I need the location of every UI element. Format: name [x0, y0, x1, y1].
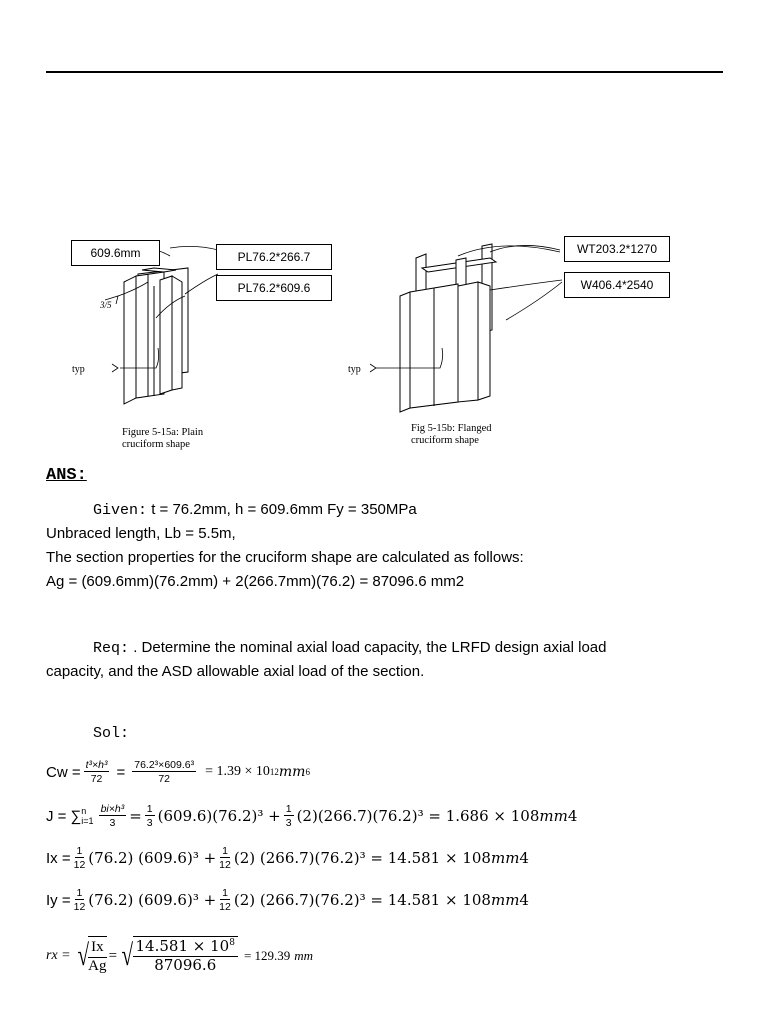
plate-label-2: PL76.2*609.6 — [216, 275, 332, 301]
given-label: Given: — [93, 502, 148, 519]
dimension-label: 609.6mm — [71, 240, 160, 266]
caption-a: Figure 5-15a: Plain cruciform shape — [122, 427, 204, 450]
req-text: . Determine the nominal axial load capacity, the LRFD design axial load — [133, 639, 607, 656]
plate-label-1: PL76.2*266.7 — [216, 244, 332, 270]
given-line — [46, 498, 417, 523]
caption-b: Fig 5-15b: Flanged cruciform shape — [411, 423, 492, 446]
typ-label-b: typ — [348, 364, 361, 375]
front-left-flange — [400, 292, 410, 412]
given-values: t = 76.2mm, h = 609.6mm Fy = 350MPa — [151, 501, 417, 518]
typ-label-a: typ — [72, 364, 85, 375]
iy-equation: Iy = $\frac{1}{12}$ (76.2) (609.6)³ + $\frac{1}{12}$ (2) (266.7)(76.2)³ = 14.581 × 10 8 mm 4 — [46, 886, 529, 913]
req-line — [46, 636, 607, 661]
weld-note: 3/5 — [100, 300, 112, 310]
cw-equation: Cw = $\frac{\text{t³×h³}}{72}$ = $\frac{\text{76.2³×609.6³}}{72}$ = 1.39 × 10 12 mm 6 — [46, 758, 310, 785]
top-rule — [46, 71, 723, 73]
unbraced-line: Unbraced length, Lb = 5.5m, — [46, 525, 236, 542]
req-label: Req: — [93, 640, 130, 657]
front-right-flange — [458, 282, 478, 402]
w-label: W406.4*2540 — [564, 272, 670, 298]
section-intro: The section properties for the cruciform shape are calculated as follows: — [46, 549, 524, 566]
ix-equation: Ix = $\frac{1}{12}$ (76.2) (609.6)³ + $\frac{1}{12}$ (2) (266.7)(76.2)³ = 14.581 × 10 8 mm 4 — [46, 844, 529, 871]
req-text-2: capacity, and the ASD allowable axial load of the section. — [46, 663, 425, 680]
rx-equation: rx = √ $\frac{Ix}{Ag}$ = √ $\frac{14.581 \times 10^8}{87096.6}$ = 129.39 mm — [46, 928, 313, 984]
sol-label: Sol: — [93, 725, 130, 742]
wt-label: WT203.2*1270 — [564, 236, 670, 262]
j-equation: J = ∑ n i=1 $\frac{\text{bi×h³}}{3}$ = $\frac{1}{3}$ (609.6)(76.2)³ + $\frac{1}{3}$ (2)(266.7)(76.2)³ = 1.686 × 10 8 mm 4 — [46, 802, 578, 829]
ag-line: Ag = (609.6mm)(76.2mm) + 2(266.7mm)(76.2) = 87096.6 mm2 — [46, 573, 465, 590]
flanged-cruciform-figure — [340, 230, 580, 430]
left-plate-edge — [124, 276, 136, 404]
ans-heading: ANS: — [46, 466, 87, 485]
